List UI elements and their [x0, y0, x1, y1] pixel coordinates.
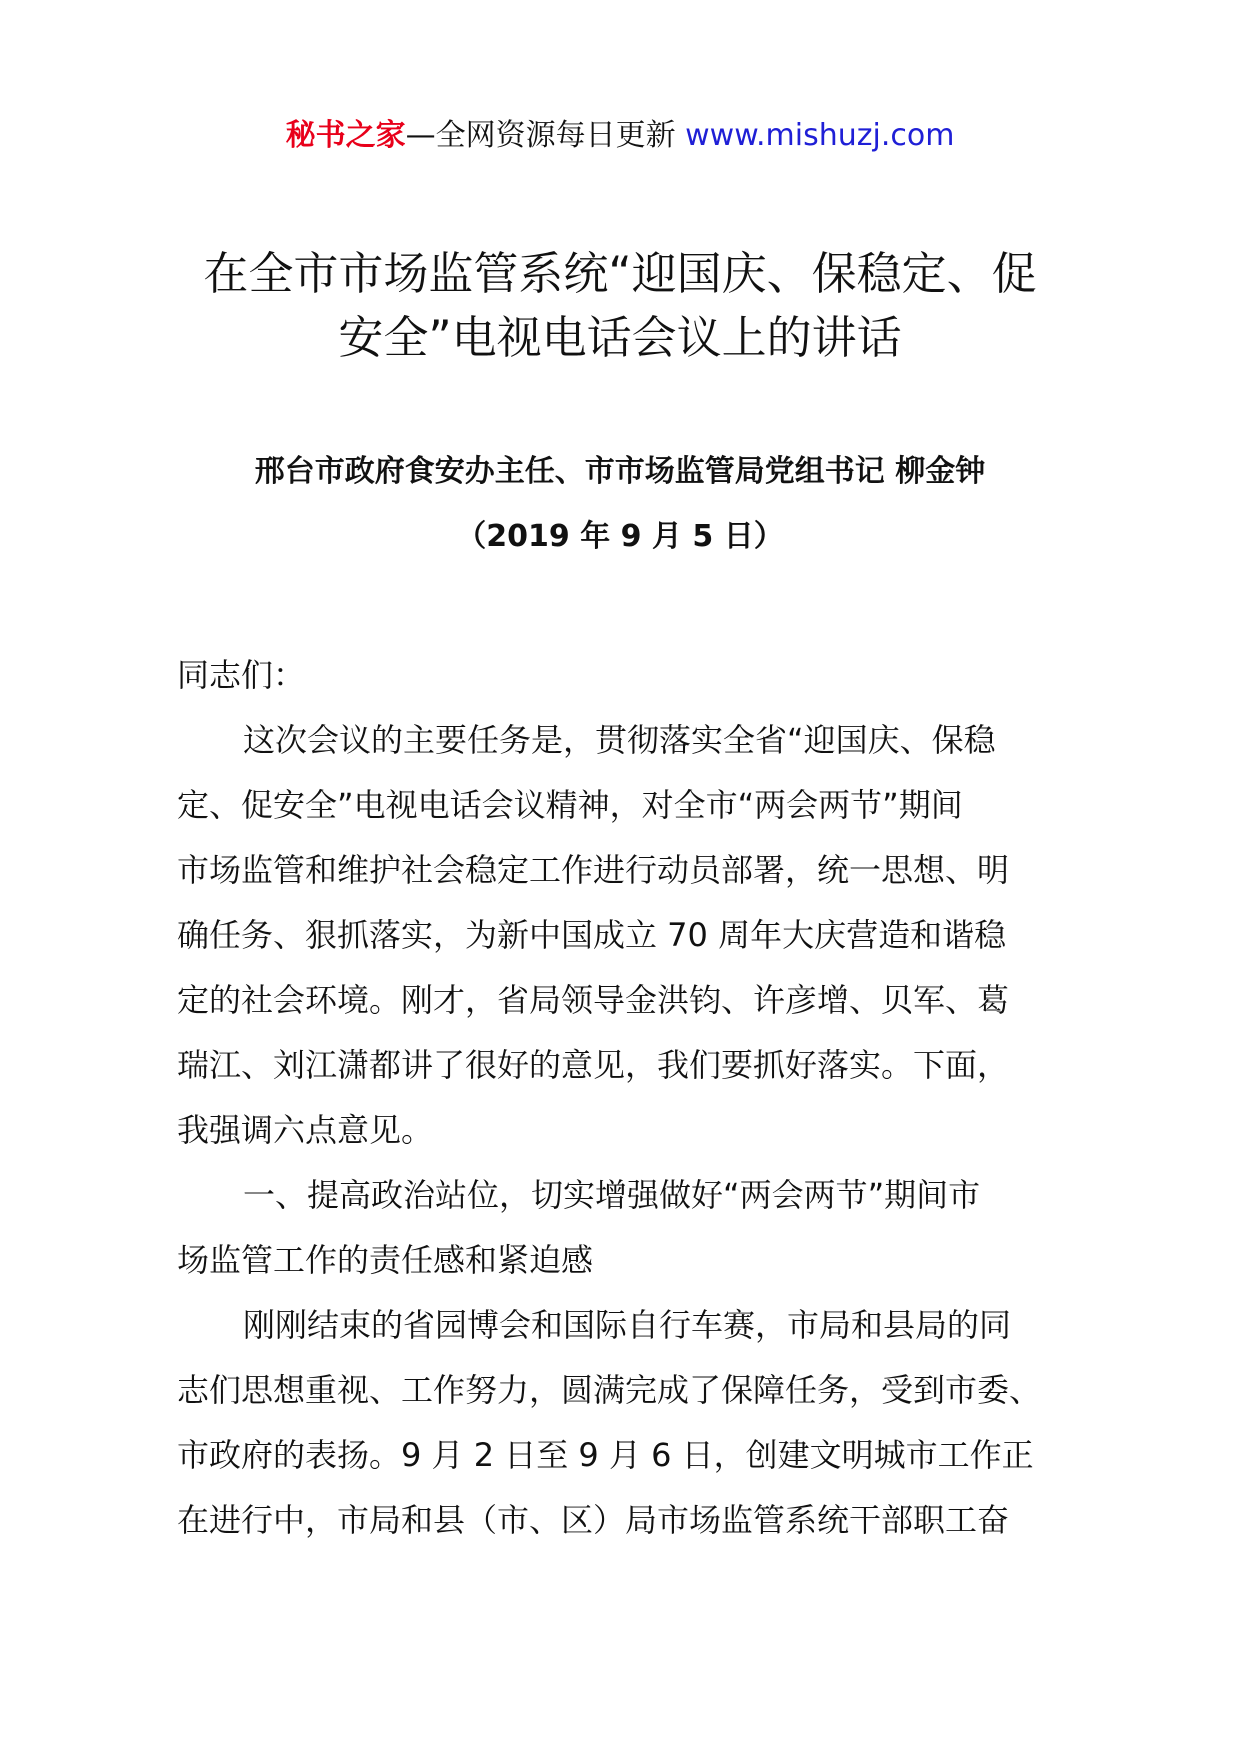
body-line: 这次会议的主要任务是，贯彻落实全省“迎国庆、保稳	[243, 721, 996, 759]
body-line: 刚刚结束的省园博会和国际自行车赛，市局和县局的同	[243, 1306, 1012, 1344]
site-url-link[interactable]: www.mishuzj.com	[685, 118, 955, 153]
document-title	[120, 242, 1120, 370]
body-line: 市场监管和维护社会稳定工作进行动员部署，统一思想、明	[177, 851, 1010, 889]
body-line: 我强调六点意见。	[177, 1111, 434, 1149]
body-line: 市政府的表扬。9 月 2 日至 9 月 6 日，创建文明城市工作正	[177, 1436, 1034, 1474]
document-body	[177, 643, 1077, 1553]
banner-slogan: —全网资源每日更新	[405, 118, 686, 153]
site-banner	[0, 112, 1240, 160]
speaker-line: 邢台市政府食安办主任、市市场监管局党组书记 柳金钟	[254, 454, 986, 489]
salutation: 同志们：	[177, 656, 306, 694]
body-line: 定、促安全”电视电话会议精神，对全市“两会两节”期间	[177, 786, 963, 824]
body-line: 定的社会环境。刚才，省局领导金洪钧、许彦增、贝军、葛	[177, 981, 1010, 1019]
title-line-2: 安全”电视电话会议上的讲话	[338, 311, 902, 364]
brand-name: 秘书之家	[285, 118, 406, 153]
body-line: 瑞江、刘江潇都讲了很好的意见，我们要抓好落实。下面，	[177, 1046, 1010, 1084]
section-heading: 一、提高政治站位，切实增强做好“两会两节”期间市	[243, 1176, 981, 1214]
title-line-1: 在全市市场监管系统“迎国庆、保稳定、促	[203, 247, 1037, 300]
body-line: 在进行中，市局和县（市、区）局市场监管系统干部职工奋	[177, 1501, 1010, 1539]
body-line: 志们思想重视、工作努力，圆满完成了保障任务，受到市委、	[177, 1371, 1042, 1409]
speech-date: （2019 年 9 月 5 日）	[456, 519, 784, 554]
section-heading: 场监管工作的责任感和紧迫感	[177, 1241, 594, 1279]
body-line: 确任务、狠抓落实，为新中国成立 70 周年大庆营造和谐稳	[177, 916, 1007, 954]
